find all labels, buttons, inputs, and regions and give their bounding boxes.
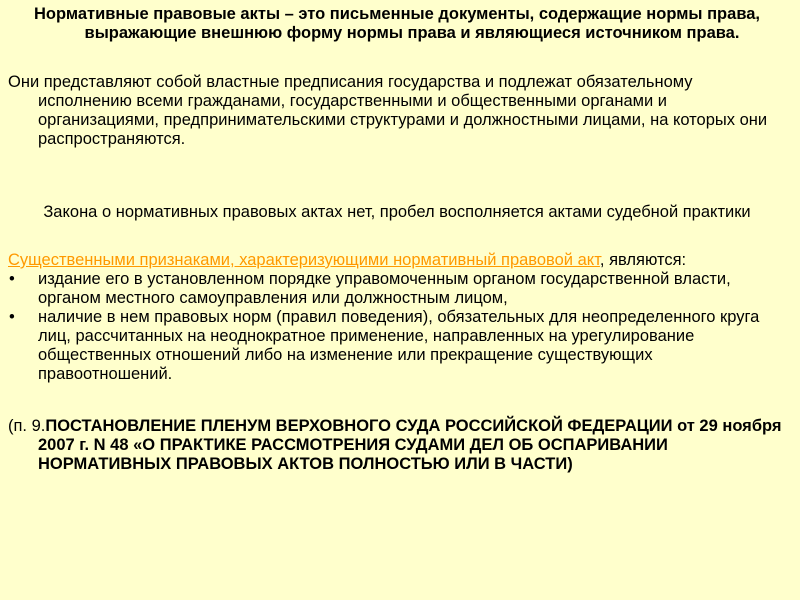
spacer [8,384,786,417]
bullet-icon: • [9,270,15,288]
definition-paragraph: Они представляют собой властные предписания государства и подлежат обязательному исполнению всеми гражданами, государственными и общественными органами и организациями, предпринимательскими структурами и должностными лицами, на которых они распространяются. [8,73,768,148]
features-list [8,270,786,384]
list-item-text: издание его в установленном порядке управомоченным органом государственной власти, органом местного самоуправления или должностным лицом, [38,270,731,307]
list-item [8,308,786,384]
spacer [8,222,786,251]
list-item-text: наличие в нем правовых норм (правил поведения), обязательных для неопределенного круга лиц, рассчитанных на неоднократное применение, направленных на урегулирование общественных отношений либо на изменение или прекращение существующих правоотношений. [38,308,760,383]
list-item [8,270,786,308]
reference-prefix: (п. 9. [8,417,46,435]
features-intro [8,251,786,270]
reference-title: ПОСТАНОВЛЕНИЕ ПЛЕНУМ ВЕРХОВНОГО СУДА РОССИЙСКОЙ ФЕДЕРАЦИИ от 29 ноября 2007 г. N 48 «О ПРАКТИКЕ РАССМОТРЕНИЯ СУДАМИ ДЕЛ ОБ ОСПАРИВАНИИ НОРМАТИВНЫХ ПРАВОВЫХ АКТОВ ПОЛНОСТЬЮ ИЛИ В ЧАСТИ) [38,417,782,473]
features-link[interactable]: Существенными признаками, характеризующими нормативный правовой акт [8,251,600,269]
bullet-icon: • [9,308,15,326]
spacer [8,43,786,73]
law-note-paragraph: Закона о нормативных правовых актах нет, пробел восполняется актами судебной практики [43,203,751,221]
reference-paragraph [8,417,786,474]
features-suffix: , являются: [599,251,687,269]
slide-title: Нормативные правовые акты – это письменные документы, содержащие нормы права, выражающие внешнюю форму нормы права и являющиеся источником права. [34,5,760,42]
spacer [8,149,786,203]
